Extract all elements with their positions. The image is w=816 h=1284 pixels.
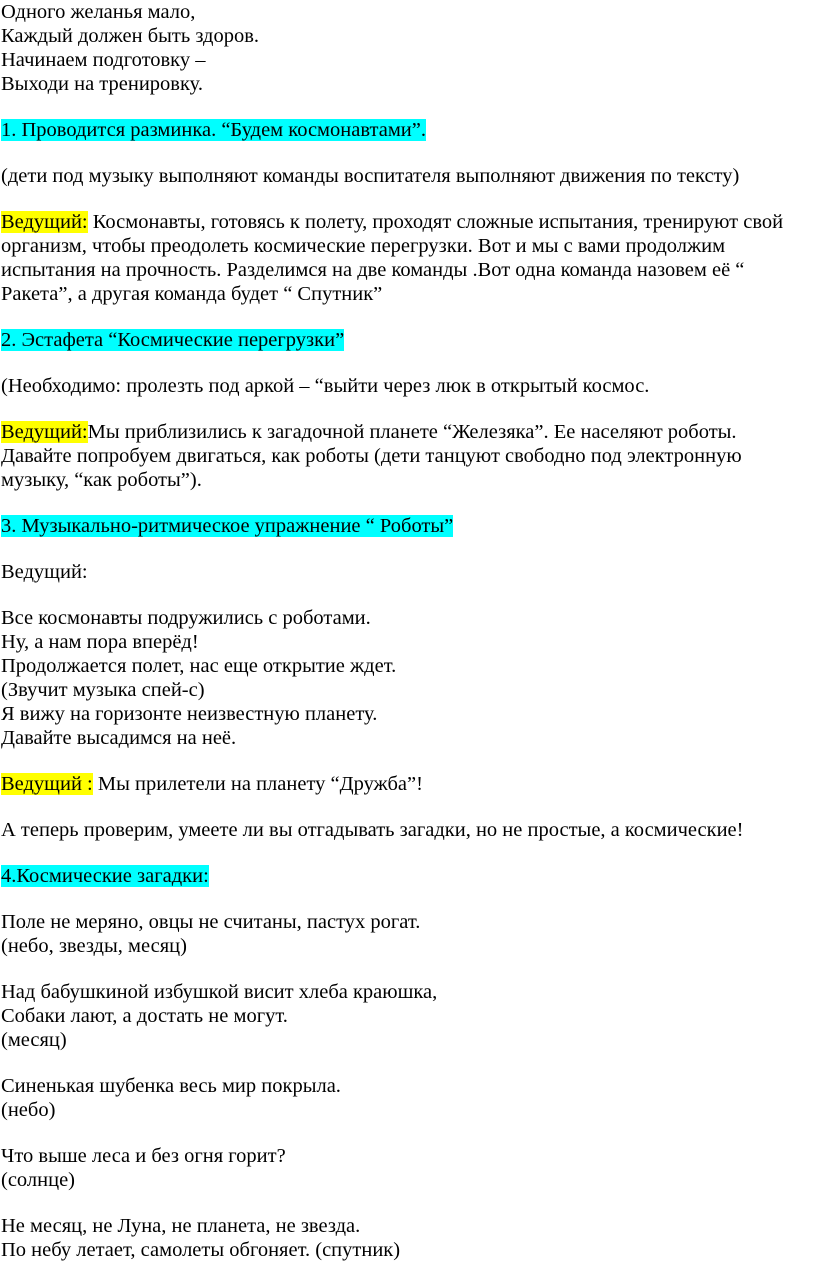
host-text: Ракета”, а другая команда будет “ Спутник” (1, 283, 383, 305)
riddle (1, 980, 813, 1052)
section-3-heading-block (1, 514, 813, 538)
riddle-line: Собаки лают, а достать не могут. (1, 1005, 288, 1027)
host-speech-2 (1, 420, 813, 492)
poem-line: Продолжается полет, нас еще открытие ждет. (1, 655, 397, 677)
host-text: Мы приблизились к загадочной планете “Железяка”. Ее населяют роботы. (87, 421, 737, 443)
second-poem (1, 606, 813, 750)
host-speech-4 (1, 772, 813, 796)
riddle-line: Поле не меряно, овцы не считаны, пастух рогат. (1, 911, 421, 933)
riddle-answer: (небо, звезды, месяц) (1, 935, 187, 957)
section-2-note (1, 374, 813, 398)
section-1-note (1, 164, 813, 188)
note-text: (дети под музыку выполняют команды воспитателя выполняют движения по тексту) (1, 165, 740, 187)
host-label: Ведущий: (1, 561, 88, 583)
riddle (1, 1144, 813, 1192)
host-label: Ведущий: (1, 211, 88, 233)
poem-line: Я вижу на горизонте неизвестную планету. (1, 703, 378, 725)
section-4-heading-block (1, 864, 813, 888)
riddle-line: Над бабушкиной избушкой висит хлеба краюшка, (1, 981, 438, 1003)
host-text: испытания на прочность. Разделимся на две команды .Вот одна команда назовем её “ (1, 259, 745, 281)
host-speech-1 (1, 210, 813, 306)
riddle-intro (1, 818, 813, 842)
section-4-heading: 4.Космические загадки: (1, 865, 209, 887)
host-text: Космонавты, готовясь к полету, проходят сложные испытания, тренируют свой (87, 211, 784, 233)
section-1-heading: 1. Проводится разминка. “Будем космонавтами”. (1, 119, 426, 141)
host-label: Ведущий: (1, 421, 88, 443)
host-text: Мы прилетели на планету “Дружба”! (92, 773, 423, 795)
poem-line: Начинаем подготовку – (1, 49, 206, 71)
host-text: музыку, “как роботы”). (1, 469, 202, 491)
riddle-answer: (солнце) (1, 1169, 76, 1191)
poem-line: Одного желанья мало, (1, 1, 196, 23)
riddle-line: Что выше леса и без огня горит? (1, 1145, 286, 1167)
opening-poem (1, 0, 813, 96)
host-label: Ведущий : (1, 773, 93, 795)
section-1-heading-block (1, 118, 813, 142)
riddle-line: По небу летает, самолеты обгоняет. (спутник) (1, 1239, 401, 1261)
riddle-answer: (небо) (1, 1099, 56, 1121)
section-2-heading: 2. Эстафета “Космические перегрузки” (1, 329, 345, 351)
riddle-line: Синенькая шубенка весь мир покрыла. (1, 1075, 341, 1097)
section-3-heading: 3. Музыкально-ритмическое упражнение “ Роботы” (1, 515, 454, 537)
note-text: (Необходимо: пролезть под аркой – “выйти через люк в открытый космос. (1, 375, 650, 397)
host-text: Давайте попробуем двигаться, как роботы (дети танцуют свободно под электронную (1, 445, 742, 467)
poem-line: (Звучит музыка спей-с) (1, 679, 205, 701)
poem-line: Ну, а нам пора вперёд! (1, 631, 199, 653)
poem-line: Давайте высадимся на неё. (1, 727, 237, 749)
poem-line: Все космонавты подружились с роботами. (1, 607, 371, 629)
document-page (1, 0, 813, 1284)
poem-line: Каждый должен быть здоров. (1, 25, 260, 47)
host-speech-3 (1, 560, 813, 584)
riddle-line: Не месяц, не Луна, не планета, не звезда. (1, 1215, 361, 1237)
host-text: организм, чтобы преодолеть космические перегрузки. Вот и мы с вами продолжим (1, 235, 726, 257)
intro-text: А теперь проверим, умеете ли вы отгадывать загадки, но не простые, а космические! (1, 819, 744, 841)
riddle-answer: (месяц) (1, 1029, 67, 1051)
section-2-heading-block (1, 328, 813, 352)
riddle (1, 1214, 813, 1262)
riddle (1, 910, 813, 958)
poem-line: Выходи на тренировку. (1, 73, 203, 95)
riddle (1, 1074, 813, 1122)
